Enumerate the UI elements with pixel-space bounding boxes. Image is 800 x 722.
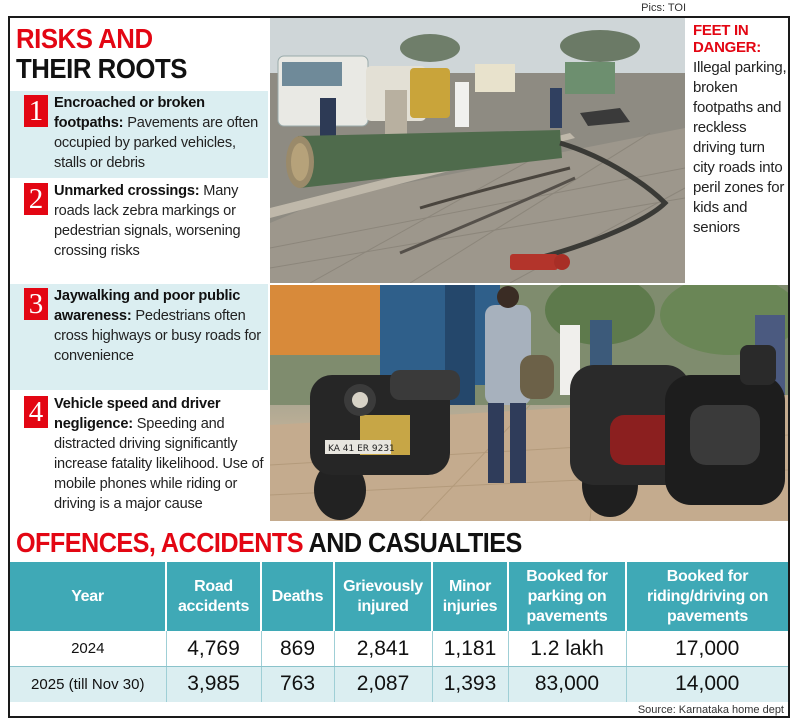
header-deaths: Deaths: [261, 562, 334, 631]
point-body: Pedestrians often cross highways or busy roads for convenience: [54, 308, 261, 364]
section-title-black: AND CASUALTIES: [308, 527, 522, 558]
danger-heading: FEET IN DANGER:: [693, 22, 761, 56]
title-line-2: THEIR ROOTS: [16, 53, 187, 84]
point-text: [54, 286, 264, 366]
table-row: [10, 666, 788, 702]
offences-table: [10, 562, 788, 702]
cell-booked-parking: 83,000: [508, 666, 626, 702]
cell-road-accidents: 4,769: [166, 631, 261, 666]
risk-point-4: [10, 392, 268, 520]
point-heading: Vehicle speed and driver negligence:: [54, 396, 221, 432]
point-number: 3: [24, 288, 48, 320]
risk-point-2: [10, 179, 268, 283]
photo-fallen-pole-illustration: [270, 18, 685, 283]
point-body: Many roads lack zebra markings or pedestrian signals, worsening crossing risks: [54, 183, 241, 259]
section-title-red: OFFENCES, ACCIDENTS: [16, 527, 304, 558]
cell-booked-riding: 17,000: [626, 631, 788, 666]
row-divider: [10, 666, 788, 667]
cell-road-accidents: 3,985: [166, 666, 261, 702]
photo-parked-bikes: [270, 285, 788, 521]
header-road-accidents: Road accidents: [166, 562, 261, 631]
table-row: [10, 631, 788, 666]
table-header-row: [10, 562, 788, 631]
risks-panel: [10, 18, 268, 521]
cell-year: 2025 (till Nov 30): [10, 666, 166, 702]
point-body: Speeding and distracted driving significantly increase fatality likelihood. Use of mobile phones while riding or driving is a major cause: [54, 416, 264, 512]
point-text: [54, 181, 264, 261]
photo-credit: Pics: TOI: [641, 2, 686, 14]
point-heading: Unmarked crossings:: [54, 183, 200, 199]
cell-booked-riding: 14,000: [626, 666, 788, 702]
number-plate-text: KA 41 ER 9231: [328, 444, 395, 454]
cell-minor-injuries: 1,181: [432, 631, 508, 666]
header-booked-riding: Booked for riding/driving on pavements: [626, 562, 788, 631]
danger-body: Illegal parking, broken footpaths and reckless driving turn city roads into peril zones for kids and seniors: [693, 59, 787, 236]
point-number: 4: [24, 396, 48, 428]
point-heading: Jaywalking and poor public awareness:: [54, 288, 241, 324]
feet-in-danger-caption: [687, 18, 788, 283]
photo-fallen-pole: [270, 18, 685, 283]
header-year: Year: [10, 562, 166, 631]
cell-deaths: 763: [261, 666, 334, 702]
header-grievously-injured: Grievously injured: [334, 562, 432, 631]
risk-point-1: [10, 91, 268, 178]
point-number: 1: [24, 95, 48, 127]
risk-point-3: [10, 284, 268, 390]
cell-year: 2024: [10, 631, 166, 666]
point-heading: Encroached or broken footpaths:: [54, 95, 205, 131]
point-number: 2: [24, 183, 48, 215]
title-line-1: RISKS AND: [16, 23, 153, 54]
cell-deaths: 869: [261, 631, 334, 666]
panel-title: [16, 24, 266, 84]
table-section-title: [16, 527, 522, 559]
cell-minor-injuries: 1,393: [432, 666, 508, 702]
point-body: Pavements are often occupied by parked vehicles, stalls or debris: [54, 115, 259, 171]
cell-grievously-injured: 2,841: [334, 631, 432, 666]
cell-grievously-injured: 2,087: [334, 666, 432, 702]
point-text: [54, 93, 264, 173]
point-text: [54, 394, 264, 514]
photo-parked-bikes-illustration: [270, 285, 788, 521]
header-booked-parking: Booked for parking on pavements: [508, 562, 626, 631]
header-minor-injuries: Minor injuries: [432, 562, 508, 631]
cell-booked-parking: 1.2 lakh: [508, 631, 626, 666]
source-note: Source: Karnataka home dept: [637, 704, 784, 716]
